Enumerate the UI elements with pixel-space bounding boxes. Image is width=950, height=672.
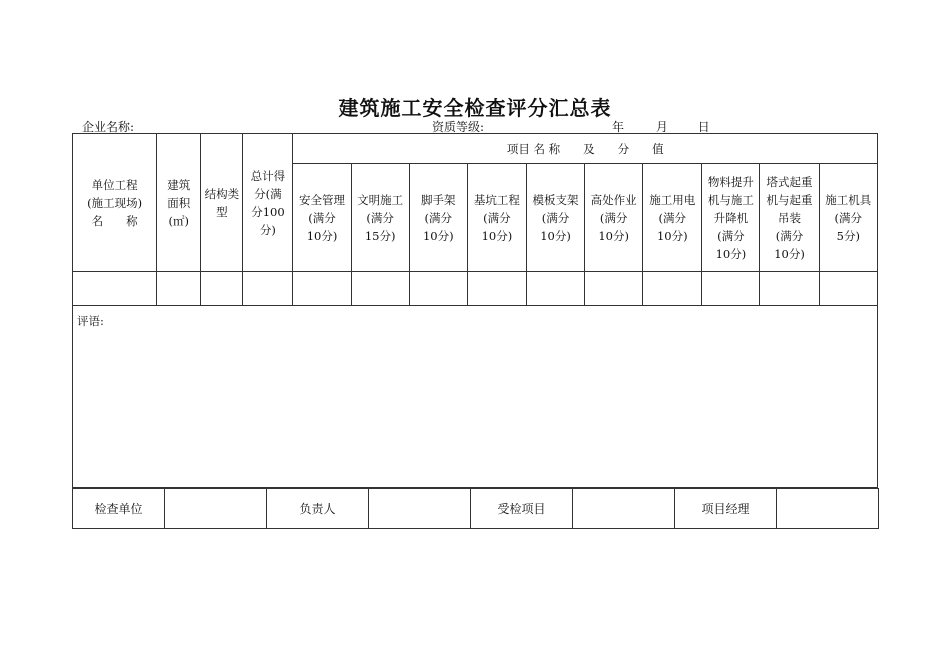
year-label: 年	[612, 120, 625, 134]
item-header-construction-machinery: 施工机具 (满分 5分)	[819, 164, 877, 272]
day-label: 日	[697, 120, 710, 134]
inspection-unit-input[interactable]	[165, 489, 267, 529]
tower-crane-score-input[interactable]	[760, 272, 819, 306]
item-header-tower-crane: 塔式起重 机与起重 吊装 (满分 10分)	[760, 164, 819, 272]
construction-machinery-score-input[interactable]	[819, 272, 877, 306]
remarks-label: 评语:	[77, 314, 104, 328]
civilized-construction-score-input[interactable]	[351, 272, 409, 306]
item-header-foundation-pit: 基坑工程 (满分 10分)	[467, 164, 526, 272]
scaffolding-score-input[interactable]	[409, 272, 467, 306]
remarks-field[interactable]	[73, 306, 878, 488]
structure-type-header: 结构类 型	[201, 134, 243, 272]
foundation-pit-score-input[interactable]	[467, 272, 526, 306]
document-title: 建筑施工安全检查评分汇总表	[338, 96, 612, 120]
qualification-label: 资质等级:	[432, 120, 485, 134]
inspected-project-label: 受检项目	[471, 489, 573, 529]
material-hoist-score-input[interactable]	[702, 272, 760, 306]
safety-management-score-input[interactable]	[293, 272, 351, 306]
item-header-safety-management: 安全管理 (满分 10分)	[293, 164, 351, 272]
project-manager-label: 项目经理	[675, 489, 777, 529]
item-header-scaffolding: 脚手架 (满分 10分)	[409, 164, 467, 272]
item-header-civilized-construction: 文明施工 (满分 15分)	[351, 164, 409, 272]
work-at-height-score-input[interactable]	[585, 272, 643, 306]
company-name-label: 企业名称:	[82, 120, 135, 134]
construction-electricity-score-input[interactable]	[643, 272, 702, 306]
structure-type-input[interactable]	[201, 272, 243, 306]
unit-project-input[interactable]	[73, 272, 157, 306]
item-header-material-hoist: 物料提升 机与施工 升降机 (满分 10分)	[702, 164, 760, 272]
inspection-unit-label: 检查单位	[73, 489, 165, 529]
total-score-header: 总计得 分(满 分100 分)	[243, 134, 293, 272]
month-label: 月	[655, 120, 668, 134]
building-area-input[interactable]	[157, 272, 201, 306]
building-area-header: 建筑 面积 (㎡)	[157, 134, 201, 272]
responsible-person-label: 负责人	[267, 489, 369, 529]
unit-project-header: 单位工程 (施工现场) 名 称	[73, 134, 157, 272]
inspected-project-input[interactable]	[573, 489, 675, 529]
responsible-person-input[interactable]	[369, 489, 471, 529]
formwork-support-score-input[interactable]	[526, 272, 584, 306]
signature-table	[72, 488, 879, 529]
summary-table	[72, 133, 878, 488]
item-header-construction-electricity: 施工用电 (满分 10分)	[643, 164, 702, 272]
score-entry-row	[73, 272, 878, 306]
item-header-formwork-support: 模板支架 (满分 10分)	[526, 164, 584, 272]
items-title-header: 项目 名 称 及 分 值	[293, 134, 878, 164]
project-manager-input[interactable]	[777, 489, 879, 529]
total-score-input[interactable]	[243, 272, 293, 306]
item-header-work-at-height: 高处作业 (满分 10分)	[585, 164, 643, 272]
